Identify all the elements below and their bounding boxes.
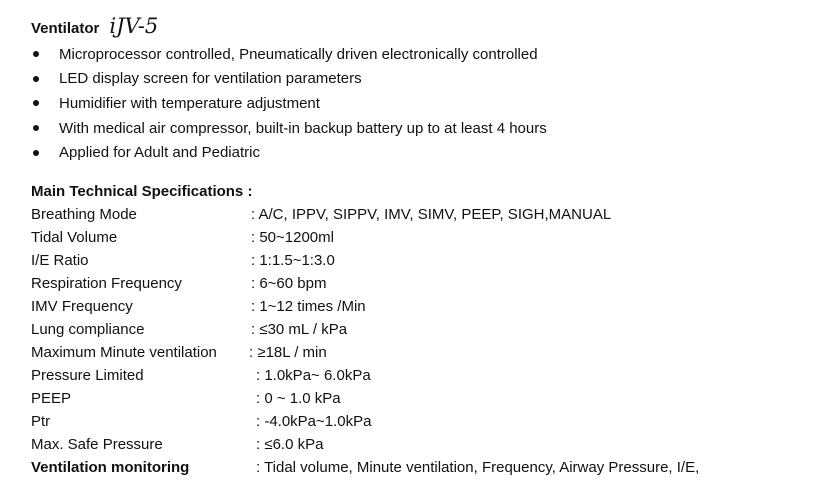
spec-value: : 0 ~ 1.0 kPa — [256, 390, 341, 407]
spec-row — [31, 433, 801, 456]
spec-row — [31, 272, 801, 295]
model-name: iJV-5 — [109, 14, 159, 38]
bullet-icon — [33, 100, 39, 106]
list-item — [31, 42, 547, 67]
feature-text: Humidifier with temperature adjustment — [59, 94, 320, 112]
spec-value: : 1~12 times /Min — [251, 298, 366, 315]
spec-value: : 50~1200ml — [251, 229, 334, 246]
spec-value: : 6~60 bpm — [251, 275, 327, 292]
spec-row — [31, 456, 801, 479]
bullet-icon — [33, 76, 39, 82]
bullet-icon — [33, 125, 39, 131]
spec-label: PEEP — [31, 390, 72, 407]
spec-value: : A/C, IPPV, SIPPV, IMV, SIMV, PEEP, SIGH,MANUAL — [251, 206, 612, 223]
spec-value: : ≤6.0 kPa — [256, 436, 324, 453]
feature-text: LED display screen for ventilation parameters — [59, 70, 362, 88]
spec-row — [31, 387, 801, 410]
spec-label: Ptr — [31, 413, 51, 430]
product-name: Ventilator — [31, 20, 100, 37]
spec-row — [31, 203, 801, 226]
specs-table — [31, 203, 801, 479]
spec-row — [31, 249, 801, 272]
spec-value: : ≥18L / min — [249, 344, 327, 361]
document-title — [31, 14, 158, 38]
spec-label: Lung compliance — [31, 321, 145, 338]
specs-heading: Main Technical Specifications : — [31, 183, 253, 200]
spec-value: : ≤30 mL / kPa — [251, 321, 348, 338]
spec-label: Max. Safe Pressure — [31, 436, 163, 453]
spec-value: : -4.0kPa~1.0kPa — [256, 413, 372, 430]
spec-row — [31, 364, 801, 387]
spec-label: Tidal Volume — [31, 229, 118, 246]
spec-row — [31, 295, 801, 318]
spec-value: : 1.0kPa~ 6.0kPa — [256, 367, 371, 384]
spec-label: Maximum Minute ventilation — [31, 344, 217, 361]
spec-row — [31, 318, 801, 341]
spec-row — [31, 341, 801, 364]
bullet-icon — [33, 51, 39, 57]
spec-value: : Tidal volume, Minute ventilation, Frequency, Airway Pressure, I/E, — [256, 459, 700, 476]
list-item — [31, 116, 547, 141]
feature-text: Applied for Adult and Pediatric — [59, 144, 260, 162]
feature-text: Microprocessor controlled, Pneumatically driven electronically controlled — [59, 45, 538, 63]
spec-label: Ventilation monitoring — [31, 459, 190, 476]
list-item — [31, 140, 547, 165]
spec-value: : 1:1.5~1:3.0 — [251, 252, 335, 269]
spec-label: Pressure Limited — [31, 367, 144, 384]
list-item — [31, 91, 547, 116]
list-item — [31, 67, 547, 92]
spec-row — [31, 410, 801, 433]
bullet-icon — [33, 150, 39, 156]
spec-label: Breathing Mode — [31, 206, 137, 223]
spec-label: Respiration Frequency — [31, 275, 182, 292]
feature-list — [31, 42, 547, 165]
spec-row — [31, 226, 801, 249]
spec-label: IMV Frequency — [31, 298, 133, 315]
spec-label: I/E Ratio — [31, 252, 89, 269]
feature-text: With medical air compressor, built-in backup battery up to at least 4 hours — [59, 119, 547, 137]
